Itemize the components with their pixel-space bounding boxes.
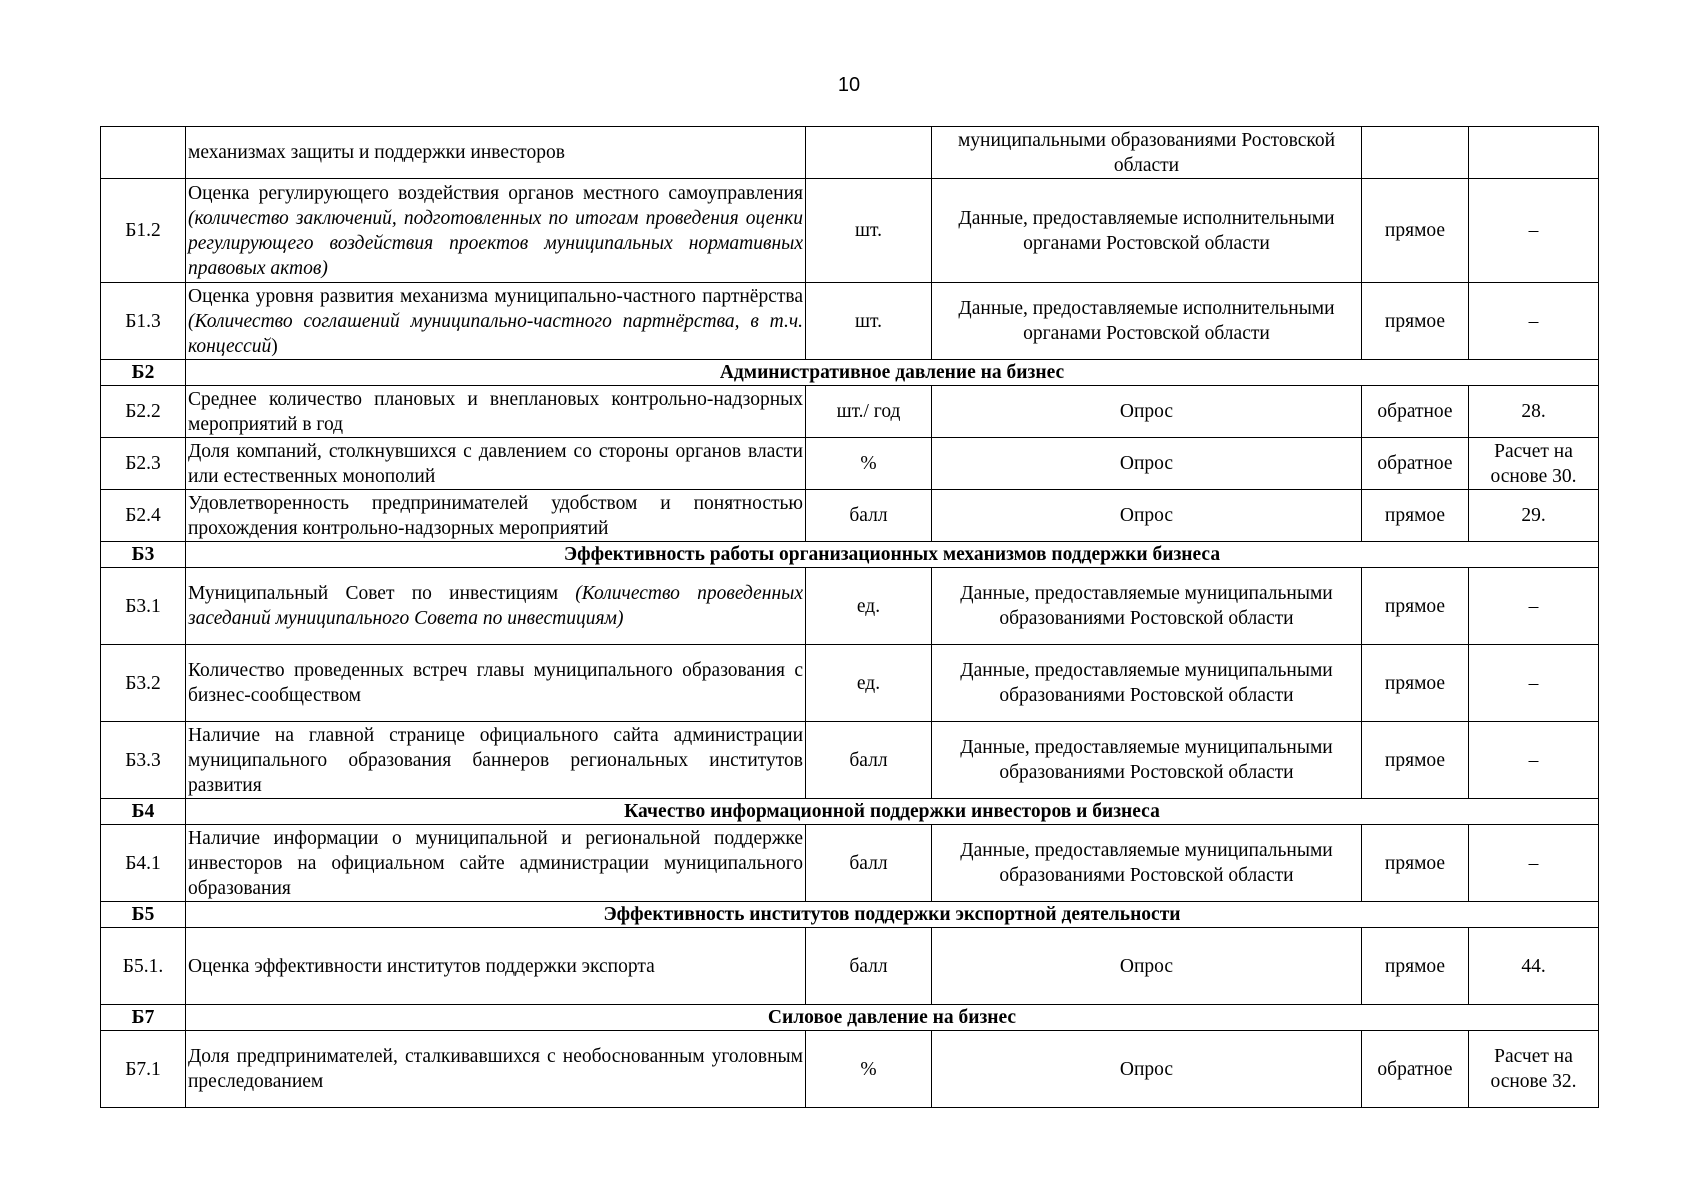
indicator-source: Опрос [932, 386, 1362, 438]
indicator-source: Опрос [932, 1031, 1362, 1108]
description-main-text: Наличие на главной странице официального сайта администрации муниципального образования баннеров региональных институтов развития [188, 724, 803, 796]
indicator-direction: прямое [1362, 283, 1469, 360]
indicator-code [101, 127, 186, 179]
indicator-reference: – [1469, 283, 1599, 360]
description-main-text: Доля предпринимателей, сталкивавшихся с необоснованным уголовным преследованием [188, 1046, 803, 1092]
group-title: Административное давление на бизнес [186, 360, 1599, 386]
indicators-table [100, 126, 1599, 1108]
indicator-row [101, 1031, 1599, 1108]
indicator-direction: прямое [1362, 179, 1469, 283]
indicator-code: Б4.1 [101, 825, 186, 902]
group-code: Б3 [101, 542, 186, 568]
group-title: Силовое давление на бизнес [186, 1005, 1599, 1031]
description-italic-note: (количество заключений, подготовленных по итогам проведения оценки регулирующего воздействия проектов муниципальных нормативных правовых актов) [188, 207, 803, 279]
description-main-text: Оценка уровня развития механизма муниципально-частного партнёрства [188, 285, 803, 307]
description-main-text: Оценка регулирующего воздействия органов местного самоуправления [188, 182, 803, 204]
description-main-text: механизмах защиты и поддержки инвесторов [188, 142, 565, 163]
indicator-code: Б2.4 [101, 490, 186, 542]
indicator-row [101, 645, 1599, 722]
indicator-reference: 29. [1469, 490, 1599, 542]
description-main-text: Удовлетворенность предпринимателей удобством и понятностью прохождения контрольно-надзорных мероприятий [188, 492, 803, 539]
group-header-row [101, 902, 1599, 928]
indicator-description [186, 386, 806, 438]
indicator-source: Данные, предоставляемые муниципальными образованиями Ростовской области [932, 722, 1362, 799]
indicator-direction: прямое [1362, 722, 1469, 799]
indicator-reference: – [1469, 179, 1599, 283]
indicator-unit: % [806, 1031, 932, 1108]
indicator-direction: прямое [1362, 490, 1469, 542]
description-main-text: Наличие информации о муниципальной и региональной поддержке инвесторов на официальном сайте администрации муниципального образования [188, 827, 803, 899]
indicator-description [186, 568, 806, 645]
indicator-unit: шт./ год [806, 386, 932, 438]
indicator-row [101, 283, 1599, 360]
indicator-unit: балл [806, 825, 932, 902]
indicator-row [101, 722, 1599, 799]
group-title: Эффективность работы организационных механизмов поддержки бизнеса [186, 542, 1599, 568]
indicator-direction: обратное [1362, 438, 1469, 490]
indicator-description [186, 1031, 806, 1108]
indicator-description [186, 928, 806, 1005]
group-code: Б7 [101, 1005, 186, 1031]
indicator-reference: Расчет на основе 30. [1469, 438, 1599, 490]
indicator-description [186, 438, 806, 490]
indicator-reference [1469, 127, 1599, 179]
indicator-code: Б1.3 [101, 283, 186, 360]
description-main-text: Доля компаний, столкнувшихся с давлением со стороны органов власти или естественных монополий [188, 440, 803, 487]
group-title: Эффективность институтов поддержки экспортной деятельности [186, 902, 1599, 928]
indicator-direction [1362, 127, 1469, 179]
group-header-row [101, 1005, 1599, 1031]
description-tail: ) [271, 335, 278, 357]
indicator-code: Б3.2 [101, 645, 186, 722]
description-main-text: Оценка эффективности институтов поддержки экспорта [188, 955, 655, 977]
indicator-source: муниципальными образованиями Ростовской области [932, 127, 1362, 179]
indicator-direction: прямое [1362, 825, 1469, 902]
description-main-text: Среднее количество плановых и внеплановых контрольно-надзорных мероприятий в год [188, 388, 803, 435]
indicator-direction: обратное [1362, 1031, 1469, 1108]
description-italic-note: (Количество проведенных заседаний муниципального Совета по инвестициям) [188, 583, 804, 629]
group-code: Б4 [101, 799, 186, 825]
indicator-unit [806, 127, 932, 179]
description-italic-note: (Количество соглашений муниципально-частного партнёрства, в т.ч. концессий [188, 310, 803, 357]
description-main-text: Количество проведенных встреч главы муниципального образования с бизнес-сообществом [188, 660, 803, 706]
indicator-description [186, 179, 806, 283]
indicator-row [101, 928, 1599, 1005]
group-header-row [101, 799, 1599, 825]
indicator-code: Б3.1 [101, 568, 186, 645]
indicator-source: Данные, предоставляемые муниципальными образованиями Ростовской области [932, 645, 1362, 722]
indicator-unit: ед. [806, 645, 932, 722]
group-title: Качество информационной поддержки инвесторов и бизнеса [186, 799, 1599, 825]
indicator-unit: шт. [806, 283, 932, 360]
indicator-unit: % [806, 438, 932, 490]
indicator-code: Б7.1 [101, 1031, 186, 1108]
indicator-description [186, 490, 806, 542]
indicator-unit: шт. [806, 179, 932, 283]
indicator-direction: прямое [1362, 645, 1469, 722]
indicator-code: Б5.1. [101, 928, 186, 1005]
indicator-source: Данные, предоставляемые муниципальными образованиями Ростовской области [932, 568, 1362, 645]
indicator-description [186, 283, 806, 360]
indicator-unit: балл [806, 722, 932, 799]
indicator-description [186, 127, 806, 179]
indicator-code: Б3.3 [101, 722, 186, 799]
indicator-reference: 44. [1469, 928, 1599, 1005]
indicator-source: Данные, предоставляемые исполнительными органами Ростовской области [932, 283, 1362, 360]
indicator-source: Данные, предоставляемые муниципальными образованиями Ростовской области [932, 825, 1362, 902]
indicator-source: Опрос [932, 928, 1362, 1005]
indicator-unit: балл [806, 928, 932, 1005]
indicator-row [101, 568, 1599, 645]
indicator-reference: 28. [1469, 386, 1599, 438]
indicator-row [101, 825, 1599, 902]
indicator-reference: – [1469, 645, 1599, 722]
indicator-reference: – [1469, 722, 1599, 799]
indicator-code: Б2.2 [101, 386, 186, 438]
indicator-description [186, 645, 806, 722]
group-header-row [101, 542, 1599, 568]
description-main-text: Муниципальный Совет по инвестициям [188, 583, 559, 604]
indicator-description [186, 825, 806, 902]
indicator-source: Опрос [932, 438, 1362, 490]
indicator-row [101, 438, 1599, 490]
indicator-row [101, 127, 1599, 179]
indicator-source: Данные, предоставляемые исполнительными органами Ростовской области [932, 179, 1362, 283]
indicator-code: Б2.3 [101, 438, 186, 490]
indicator-direction: прямое [1362, 568, 1469, 645]
indicator-code: Б1.2 [101, 179, 186, 283]
group-code: Б2 [101, 360, 186, 386]
indicator-row [101, 490, 1599, 542]
group-header-row [101, 360, 1599, 386]
indicator-reference: – [1469, 825, 1599, 902]
indicator-direction: прямое [1362, 928, 1469, 1005]
indicator-reference: Расчет на основе 32. [1469, 1031, 1599, 1108]
indicator-direction: обратное [1362, 386, 1469, 438]
indicator-description [186, 722, 806, 799]
indicators-table-body [101, 127, 1599, 1108]
indicator-unit: балл [806, 490, 932, 542]
indicator-row [101, 386, 1599, 438]
indicator-row [101, 179, 1599, 283]
indicator-unit: ед. [806, 568, 932, 645]
indicator-source: Опрос [932, 490, 1362, 542]
indicator-reference: – [1469, 568, 1599, 645]
group-code: Б5 [101, 902, 186, 928]
page-number: 10 [837, 74, 861, 96]
